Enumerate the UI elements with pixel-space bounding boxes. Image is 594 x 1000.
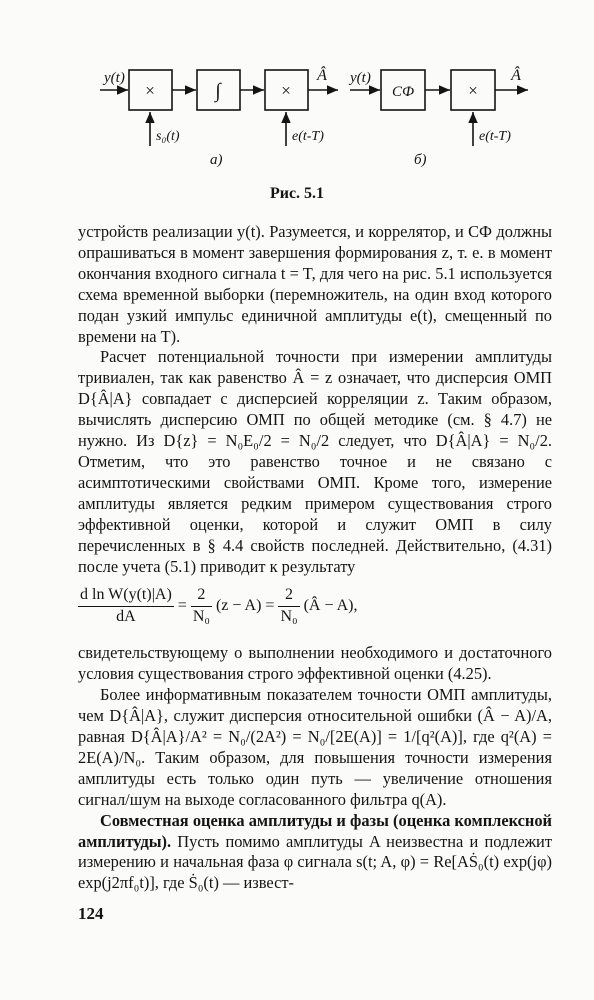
- multiplier-symbol-b: ×: [468, 81, 478, 100]
- integral-symbol: ∫: [215, 80, 221, 102]
- paragraph-2: Расчет потенциальной точности при измерении амплитуды тривиален, так как равенство Â = z означает, что дисперсия ОМП D{Â|A} совпадает с дисперсией корреляции z. Таким образом, вычислять дисперсию ОМП по общей методике (см. § 4.7) не нужно. Из D{z} = N₀E₀/2 = N₀/2 следует, что D{Â|A} = N₀/2. Отметим, что это равенство точное и не связано с асимптотическими свойствами ОМП. Кроме того, измерение амплитуды является редким примером существования строго эффективной оценки, которой и служит ОМП в силу перечисленных в § 4.4 свойств последней. Действительно, (4.31) после учета (5.1) приводит к результату: [78, 347, 552, 576]
- formula-lhs-fraction: [78, 585, 174, 628]
- input-label-a: y(t): [104, 70, 125, 86]
- formula-coeff-1-numerator: 2: [191, 585, 212, 607]
- formula-coeff-2: [278, 585, 299, 628]
- paragraph-5-text: Пусть помимо амплитуды A неизвестна и подлежит измерению и начальная фаза φ сигнала s(t; A, φ) = Re[AṠ₀(t) exp(jφ) exp(j2πf₀t)], где Ṡ₀(t) — извест-: [78, 831, 552, 893]
- page-number: 124: [78, 904, 104, 923]
- sublabel-b: б): [414, 152, 427, 168]
- reference-label-e-b: e(t-T): [479, 129, 511, 144]
- paragraph-4: Более информативным показателем точности ОМП амплитуды, чем D{Â|A}, служит дисперсия относительной ошибки (Â − A)/A, равная D{Â|A}/A² = N₀/(2A²) = N₀/[2E(A)] = 1/[q²(A)], где q²(A) = 2E(A)/N₀. Таким образом, для повышения точности измерения амплитуды есть только один путь — увеличение отношения сигнал/шум на выходе согласованного фильтра q(A).: [78, 685, 552, 809]
- formula-lhs-numerator: d ln W(y(t)|A): [78, 585, 174, 607]
- formula-lhs-denominator: dA: [116, 608, 136, 626]
- paragraph-5: [78, 811, 552, 895]
- paragraph-1: устройств реализации y(t). Разумеется, и коррелятор, и СФ должны опрашиваться в момент завершения формирования z, т. е. в момент окончания входного сигнала t = T, для чего на рис. 5.1 используется схема временной выборки (перемножитель, на один вход которого подан узкий импульс единичной амплитуды e(t), смещенный по времени на T).: [78, 222, 552, 346]
- formula-coeff-2-denominator: N₀: [280, 608, 298, 626]
- section-heading-inline: Совместная оценка амплитуды и фазы (оценка комплексной амплитуды).: [78, 810, 552, 851]
- sublabel-a: а): [210, 152, 223, 168]
- multiplier-symbol-1: ×: [145, 81, 155, 100]
- formula-term-2: (Â − A),: [303, 597, 358, 615]
- formula-coeff-1: [191, 585, 212, 628]
- paragraph-3: свидетельствующему о выполнении необходимого и достаточного условия существования строго эффективной оценки (4.25).: [78, 643, 552, 684]
- multiplier-symbol-2: ×: [281, 81, 291, 100]
- formula-coeff-1-denominator: N₀: [192, 608, 210, 626]
- reference-label-s0: s₀(t): [156, 129, 180, 144]
- body-text: [78, 222, 552, 894]
- formula-term-1: (z − A) =: [215, 597, 275, 615]
- formula-coeff-2-numerator: 2: [278, 585, 299, 607]
- matched-filter-label: СФ: [391, 84, 415, 100]
- formula-equals: =: [177, 597, 187, 615]
- output-label-a: Â: [317, 67, 327, 84]
- formula-derivative: [78, 585, 552, 635]
- figure-caption: Рис. 5.1: [269, 185, 325, 202]
- input-label-b: y(t): [350, 70, 371, 86]
- output-label-b: Â: [511, 67, 521, 84]
- reference-label-e-a: e(t-T): [292, 129, 324, 144]
